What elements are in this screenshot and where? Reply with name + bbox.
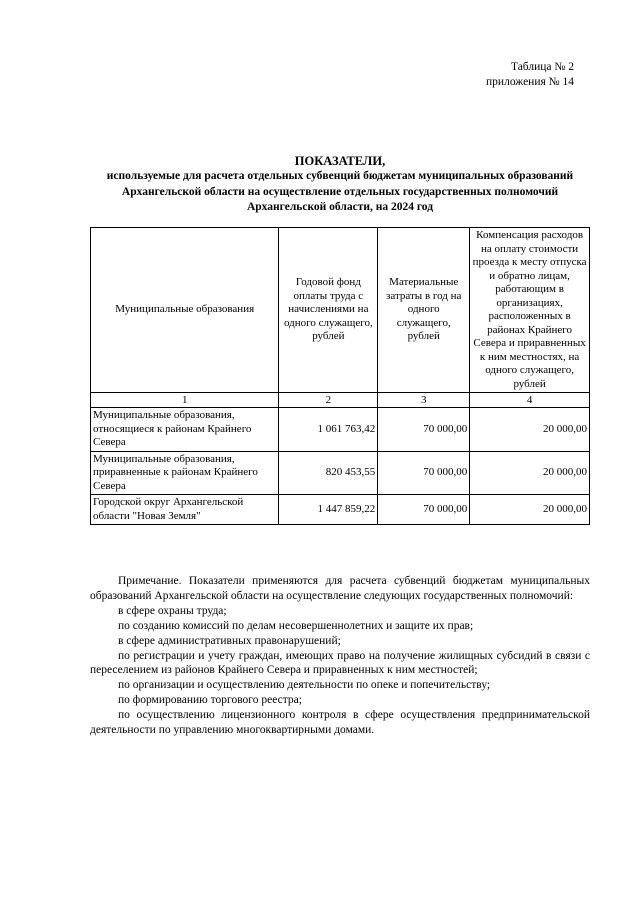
row-municipality-name: Городской округ Архангельской области "Новая Земля": [91, 495, 279, 525]
row-municipality-name: Муниципальные образования, приравненные к районам Крайнего Севера: [91, 451, 279, 495]
note-item: по организации и осуществлению деятельности по опеке и попечительству;: [118, 679, 491, 692]
title-main: ПОКАЗАТЕЛИ,: [294, 154, 386, 168]
table-row: [91, 451, 590, 495]
row-payroll-value: 1 447 859,22: [279, 495, 378, 525]
column-number: 3: [378, 393, 470, 408]
row-compensation-value: 20 000,00: [470, 451, 590, 495]
note-item: по регистрации и учету граждан, имеющих право на получение жилищных субсидий в связи с переселением из районов Крайнего Севера и приравненных к ним местностей;: [90, 649, 590, 677]
note-item: по формированию торгового реестра;: [118, 694, 302, 707]
row-material-value: 70 000,00: [378, 451, 470, 495]
table-row: [91, 408, 590, 452]
header-payroll: Годовой фонд оплаты труда с начислениями на одного служащего, рублей: [279, 228, 378, 393]
row-payroll-value: 820 453,55: [279, 451, 378, 495]
reference-table-number: Таблица № 2: [510, 61, 574, 73]
header-travel-compensation: Компенсация расходов на оплату стоимости проезда к месту отпуска и обратно лицам, работающим в организациях, расположенных в районах Крайнего Севера и приравненных к ним местностях, на одного служащего, рублей: [470, 228, 590, 393]
header-material-costs: Материальные затраты в год на одного служащего, рублей: [378, 228, 470, 393]
table-reference: [486, 60, 574, 90]
row-compensation-value: 20 000,00: [470, 495, 590, 525]
table-note: [90, 574, 590, 738]
header-municipalities: Муниципальные образования: [91, 228, 279, 393]
note-item: по созданию комиссий по делам несовершеннолетних и защите их прав;: [118, 619, 474, 632]
note-item: в сфере административных правонарушений;: [118, 634, 341, 647]
reference-appendix-number: приложения № 14: [486, 76, 574, 88]
row-compensation-value: 20 000,00: [470, 408, 590, 452]
note-item: в сфере охраны труда;: [118, 604, 227, 617]
note-intro: Примечание. Показатели применяются для расчета субвенций бюджетам муниципальных образований Архангельской области на осуществление следующих государственных полномочий:: [90, 575, 590, 602]
row-material-value: 70 000,00: [378, 495, 470, 525]
column-number: 4: [470, 393, 590, 408]
indicators-table: [90, 227, 590, 525]
column-number: 1: [91, 393, 279, 408]
document-title: [90, 153, 590, 216]
note-item: по осуществлению лицензионного контроля в сфере осуществления предпринимательской деятельности по управлению многоквартирными домами.: [90, 709, 590, 737]
table-header-row: [91, 228, 590, 393]
row-payroll-value: 1 061 763,42: [279, 408, 378, 452]
column-numbers-row: [91, 393, 590, 408]
table-row: [91, 495, 590, 525]
row-municipality-name: Муниципальные образования, относящиеся к районам Крайнего Севера: [91, 408, 279, 452]
row-material-value: 70 000,00: [378, 408, 470, 452]
column-number: 2: [279, 393, 378, 408]
title-subtitle: используемые для расчета отдельных субвенций бюджетам муниципальных образований Архангельской области на осуществление отдельных государственных полномочий Архангельской области, на 2024 год: [106, 170, 574, 213]
